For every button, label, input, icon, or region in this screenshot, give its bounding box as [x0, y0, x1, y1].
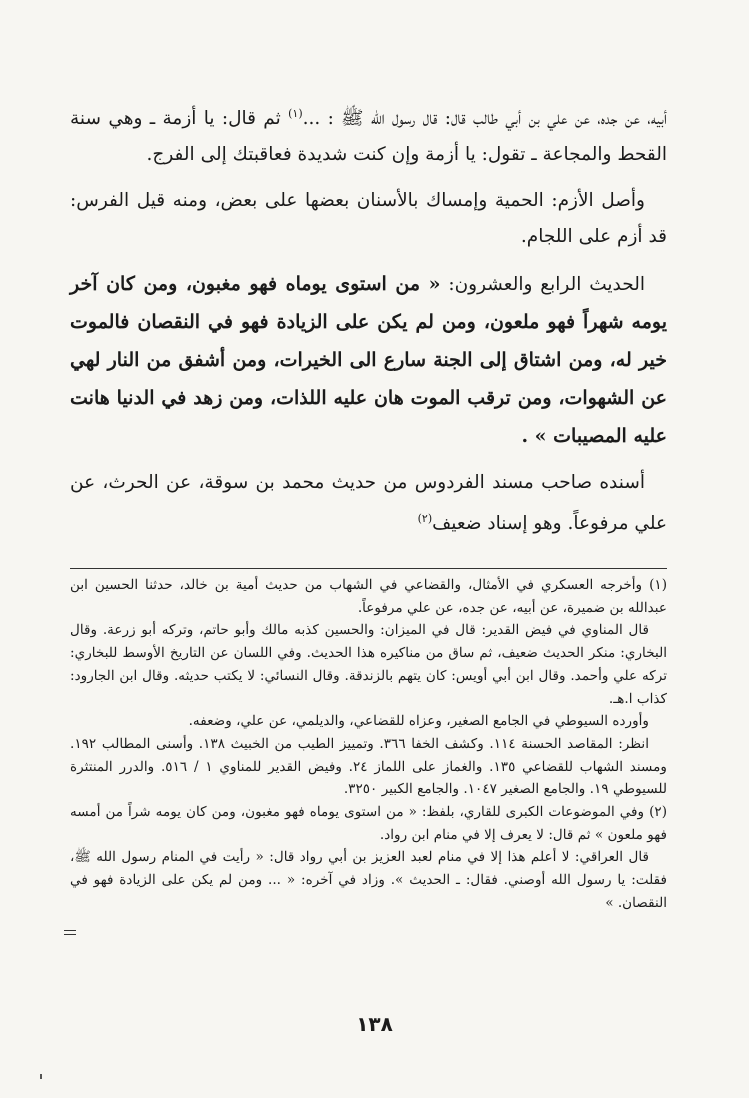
page-number: ١٣٨	[356, 1012, 393, 1036]
footnote-1-a	[70, 574, 667, 619]
footnote-1-b: قال المناوي في فيض القدير: قال في الميزان: والحسين كذبه مالك وأبو حاتم، وتركه أبو زرعة. وقال البخاري: منكر الحديث ضعيف، ثم ساق من مناكيره هذا الحديث. وفي اللسان عن التاريخ الأوسط للبخاري: تركه علي وأحمد. وقال ابن أبي أويس: كان يتهم بالزندقة. وقال النسائي: لا يكتب حديثه. وقال ابن الجارود: كذاب ا.هـ.	[70, 622, 667, 707]
footnote-2-b: قال العراقي: لا أعلم هذا إلا في منام لعبد العزيز بن أبي رواد قال: « رأيت في المنام رسول الله ﷺ، فقلت: يا رسول الله أوصني. فقال: ـ الحديث ». وزاد في آخره: « ... ومن لم يكن على الزيادة فهو في النقصان. »	[70, 849, 667, 911]
main-text	[70, 96, 667, 552]
footnote-2-number: (٢)	[649, 804, 667, 821]
footnote-ref-2[interactable]: (٢)	[417, 512, 433, 526]
paragraph-4	[70, 465, 667, 542]
footnote-divider	[70, 568, 667, 569]
footnotes	[70, 574, 667, 915]
footnote-2-a	[70, 801, 667, 846]
footnote-ref-1[interactable]: (١)	[288, 107, 303, 120]
scan-speck	[40, 1074, 42, 1079]
paragraph-4-text: أسنده صاحب مسند الفردوس من حديث محمد بن سوقة، عن الحرث، عن علي مرفوعاً. وهو إسناد ضعيف	[70, 472, 667, 535]
margin-mark	[64, 930, 76, 935]
hadith-intro: الحديث الرابع والعشرون:	[448, 274, 645, 296]
hadith-text: « من استوى يوماه فهو مغبون، ومن كان آخر يومه شهراً فهو ملعون، ومن لم يكن على الزيادة فهو في النقصان فالموت خير له، ومن اشتاق إلى الجنة سارع الى الخيرات، ومن أشفق من النار لهي عن الشهوات، ومن ترقب الموت هان عليه اللذات، ومن زهد في الدنيا هانت عليه المصيبات » .	[70, 273, 667, 448]
paragraph-1	[70, 96, 667, 173]
footnote-2-a-text: وفي الموضوعات الكبرى للقاري، بلفظ: « من استوى يوماه فهو مغبون، ومن كان يومه شراً من أمسه فهو ملعون » ثم قال: لا يعرف إلا في منام ابن رواد.	[70, 804, 667, 843]
paragraph-1-rest: ثم قال: يا أزمة ـ وهي سنة القحط والمجاعة ـ تقول: يا أزمة وإن كنت شديدة فعاقبتك إلى الفرج.	[70, 108, 667, 166]
paragraph-1-text: أبيه، عن جده، عن علي بن أبي طالب قال: قال رسول الله ﷺ : ...	[302, 108, 667, 130]
footnote-1-c: وأورده السيوطي في الجامع الصغير، وعزاه للقضاعي، والديلمي، عن علي، وضعفه.	[188, 713, 649, 730]
footnote-1-d: انظر: المقاصد الحسنة ١١٤. وكشف الخفا ٣٦٦. وتمييز الطيب من الخبيث ١٣٨. وأسنى المطالب ١٩٢. ومسند الشهاب للقضاعي ١٣٥. والغماز على اللماز ٢٤. وفيض القدير للمناوي ١ / ٥١٦. والدرر المنتثرة للسيوطي ١٩. والجامع الصغير ١٠٤٧. والجامع الكبير ٣٢٥٠.	[70, 735, 667, 798]
footnote-1-number: (١)	[649, 577, 667, 593]
paragraph-2: وأصل الأزم: الحمية وإمساك بالأسنان بعضها على بعض، ومنه قيل الفرس: قد أزم على اللجام.	[70, 190, 667, 248]
footnote-1-a-text: وأخرجه العسكري في الأمثال، والقضاعي في الشهاب من حديث أمية بن خالد، حدثنا الحسين ابن عبدالله بن ضميرة، عن أبيه، عن جده، عن علي مرفوعاً.	[70, 577, 667, 616]
paragraph-3	[70, 265, 667, 455]
